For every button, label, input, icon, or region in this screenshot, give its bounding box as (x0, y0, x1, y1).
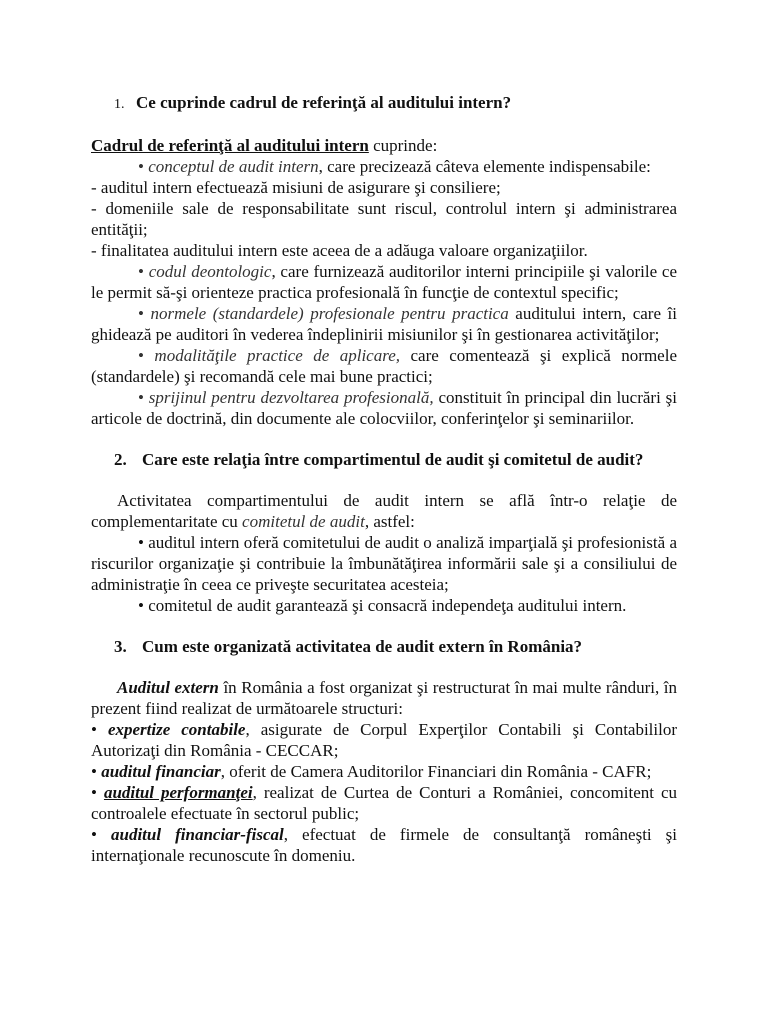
item-3-emphasis: auditul performanţei (103, 783, 253, 802)
question-1-text: Ce cuprinde cadrul de referinţă al auditului intern? (136, 93, 512, 112)
bullet-2-text: , care furnizează auditorilor interni principiile şi valorile ce le permit să-şi orienteze practica profesională în funcţie de contextul specific; (91, 262, 677, 302)
bullet-icon: • (138, 346, 144, 365)
section-1-title-rest: cuprinde: (368, 136, 438, 155)
section-1-bullet-5 (91, 387, 677, 429)
bullet-5-emphasis: sprijinul pentru dezvoltarea profesională, (148, 388, 434, 407)
question-1 (91, 92, 677, 115)
question-3 (91, 636, 677, 657)
item-2-text: , oferit de Camera Auditorilor Financiari din România - CAFR; (220, 762, 652, 781)
bullet-icon: • (138, 388, 144, 407)
section-2-intro (91, 490, 677, 532)
section-1-title: Cadrul de referinţă al auditului intern (91, 136, 369, 155)
section-2-intro-rest: , astfel: (364, 512, 415, 531)
section-3-intro-text: în România a fost organizat şi restructurat în mai multe rânduri, în prezent fiind realizat de următoarele structuri: (91, 678, 677, 718)
section-2-intro-emphasis: comitetul de audit (242, 512, 365, 531)
bullet-1-emphasis: conceptul de audit intern (148, 157, 319, 176)
section-1-bullet-4 (91, 345, 677, 387)
bullet-icon: • (91, 783, 97, 802)
section-1-bullet-3 (91, 303, 677, 345)
bullet-2-emphasis: codul deontologic (148, 262, 272, 281)
section-1-heading (91, 135, 677, 156)
question-3-text: Cum este organizată activitatea de audit extern în România? (142, 637, 583, 656)
bullet-icon: • (91, 720, 97, 739)
bullet-3-emphasis: normele (standardele) profesionale pentru practica (150, 304, 509, 323)
question-2-text: Care este relaţia între compartimentul de audit şi comitetul de audit? (142, 450, 644, 469)
dash-item-3: - finalitatea auditului intern este aceea de a adăuga valoare organizaţiilor. (91, 241, 588, 260)
question-2 (91, 449, 677, 470)
item-4-emphasis: auditul financiar-fiscal (111, 825, 284, 844)
bullet-icon: • (138, 304, 144, 323)
bullet-4-text: care comentează şi explică normele (standardele) şi recomandă cele mai bune practici; (91, 346, 677, 386)
section-3-item-2 (91, 761, 677, 782)
document-page (91, 92, 677, 866)
section-3-intro-emphasis: Auditul extern (117, 678, 219, 697)
bullet-icon: • (91, 825, 97, 844)
dash-item-2: - domeniile sale de responsabilitate sunt riscul, controlul intern şi administrarea entităţii; (91, 199, 677, 239)
section-3-item-1 (91, 719, 677, 761)
dash-item-1: - auditul intern efectuează misiuni de asigurare şi consiliere; (91, 178, 501, 197)
section-2-bullet-1: • auditul intern oferă comitetului de audit o analiză imparţială şi profesionistă a riscurilor organizaţie şi contribuie la îmbunătăţirea informării sale şi a consiliului de administraţie în ceea ce priveşte securitatea acesteia; (91, 533, 677, 594)
bullet-4-emphasis: modalităţile practice de aplicare, (154, 346, 401, 365)
section-1-bullet-2 (91, 261, 677, 303)
item-2-emphasis: auditul financiar (101, 762, 221, 781)
question-3-number: 3. (114, 637, 127, 656)
bullet-icon: • (138, 157, 144, 176)
item-1-emphasis: expertize contabile (107, 720, 246, 739)
item-4-text: , efectuat de firmele de consultanţă româneşti şi internaţionale recunoscute în domeniu. (91, 825, 678, 865)
section-3-intro (91, 677, 677, 719)
section-3-item-4 (91, 824, 677, 866)
bullet-3-text: auditului intern, care îi ghidează pe auditori în vederea îndeplinirii misiunilor şi în gestionarea activităţilor; (91, 304, 677, 344)
section-1-bullet-1 (91, 156, 677, 177)
bullet-5-text: constituit în principal din lucrări şi articole de doctrină, din documente ale colocviilor, conferinţelor şi seminariilor. (91, 388, 677, 428)
section-2-intro-text: Activitatea compartimentului de audit intern se află într-o relaţie de complementaritate cu (91, 491, 677, 531)
bullet-1-text: , care precizează câteva elemente indispensabile: (318, 157, 651, 176)
question-1-number: 1. (114, 97, 125, 112)
bullet-icon: • (91, 762, 97, 781)
item-3-text: , realizat de Curtea de Conturi a României, concomitent cu controalele efectuate în sectorul public; (91, 783, 677, 823)
section-3-item-3 (91, 782, 677, 824)
item-1-text: , asigurate de Corpul Experţilor Contabili şi Contabililor Autorizaţi din România - CECCAR; (91, 720, 678, 760)
question-2-number: 2. (114, 450, 127, 469)
bullet-icon: • (138, 262, 144, 281)
section-2-bullet-2: • comitetul de audit garantează şi consacră independeţa auditului intern. (138, 596, 627, 615)
